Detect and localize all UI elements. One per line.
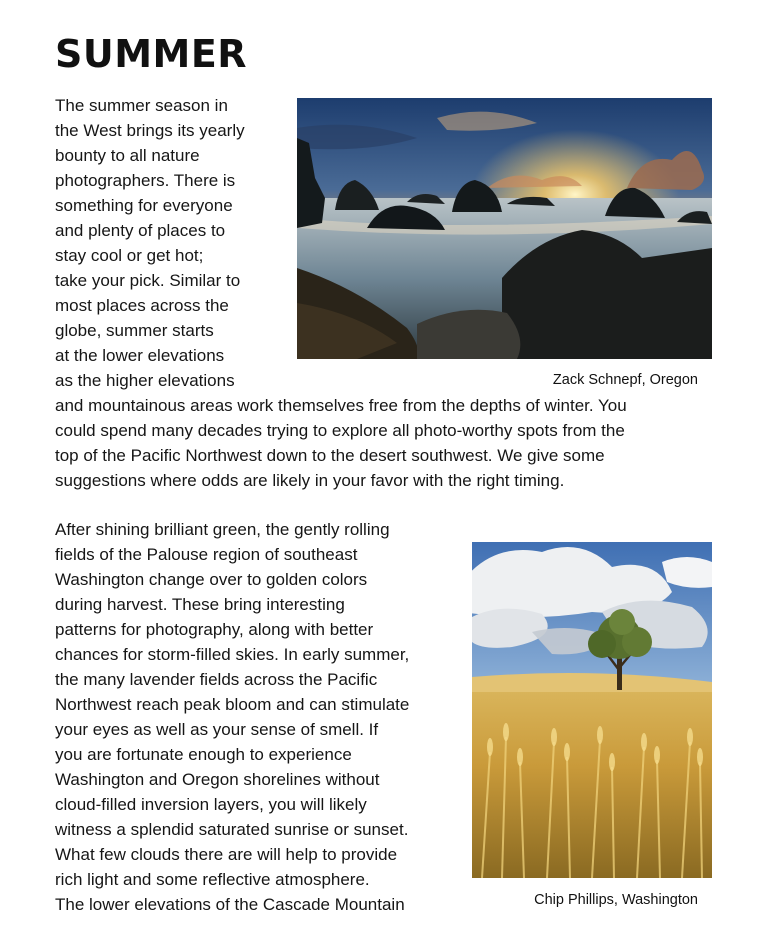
text-line: the West brings its yearly [55,121,245,140]
palouse-paragraph [55,517,409,917]
photo-credit-caption: Chip Phillips, Washington [534,892,698,908]
text-line: you are fortunate enough to experience [55,745,352,764]
text-line: Northwest reach peak bloom and can stimulate [55,695,410,714]
page-title: SUMMER [55,32,248,76]
text-line: rich light and some reflective atmosphere. [55,870,370,889]
text-line: The summer season in [55,96,228,115]
text-line: your eyes as well as your sense of smell. If [55,720,379,739]
text-line: at the lower elevations [55,346,225,365]
photo-credit-caption: Zack Schnepf, Oregon [552,372,698,388]
text-line: and mountainous areas work themselves free from the depths of winter. You [55,396,627,415]
text-line: top of the Pacific Northwest down to the desert southwest. We give some [55,446,605,465]
text-line: patterns for photography, along with better [55,620,374,639]
text-line: globe, summer starts [55,321,214,340]
text-line: stay cool or get hot; [55,246,204,265]
text-line: What few clouds there are will help to provide [55,845,398,864]
text-line: during harvest. These bring interesting [55,595,345,614]
text-line: most places across the [55,296,229,315]
text-line: suggestions where odds are likely in your favor with the right timing. [55,471,565,490]
text-line: take your pick. Similar to [55,271,241,290]
text-line: something for everyone [55,196,233,215]
text-line: witness a splendid saturated sunrise or sunset. [55,820,409,839]
oregon-coast-photo [297,98,712,359]
text-line: The lower elevations of the Cascade Mountain [55,895,405,914]
text-line: Washington change over to golden colors [55,570,368,589]
text-line: as the higher elevations [55,371,235,390]
text-line: could spend many decades trying to explore all photo-worthy spots from the [55,421,625,440]
text-line: chances for storm-filled skies. In early summer, [55,645,410,664]
text-line: After shining brilliant green, the gently rolling [55,520,390,539]
text-line: photographers. There is [55,171,236,190]
text-line: Washington and Oregon shorelines without [55,770,380,789]
text-line: and plenty of places to [55,221,226,240]
palouse-wheat-photo [472,542,712,878]
text-line: fields of the Palouse region of southeast [55,545,358,564]
text-line: the many lavender fields across the Pacific [55,670,378,689]
text-line: cloud-filled inversion layers, you will likely [55,795,367,814]
text-line: bounty to all nature [55,146,200,165]
